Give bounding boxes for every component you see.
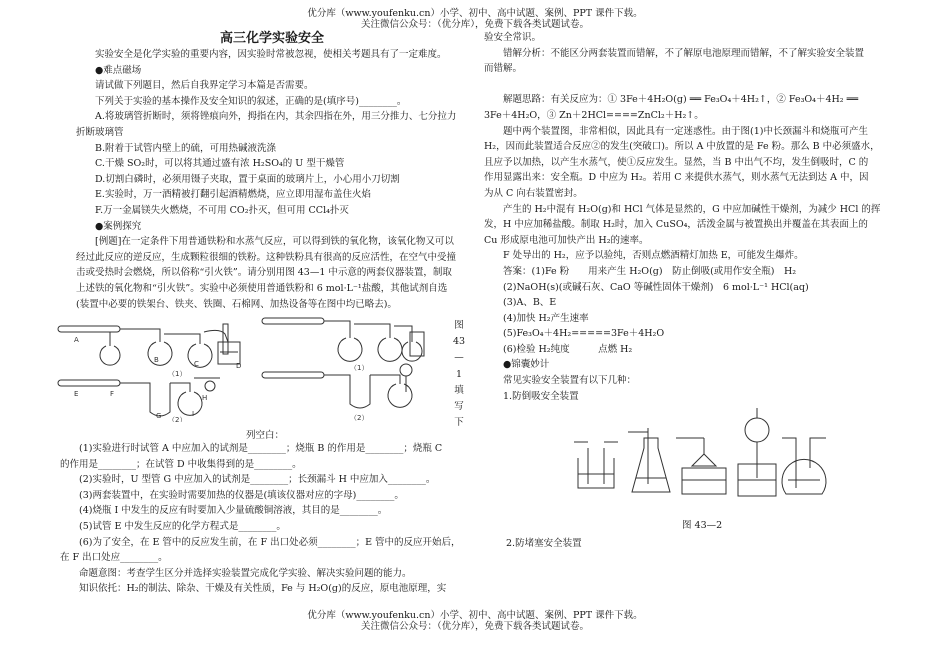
question-1: (1)实验进行时试管 A 中应加入的试剂是________；烧瓶 B 的作用是________；烧瓶 C: [79, 443, 443, 454]
label-h: H: [202, 394, 208, 402]
error-analysis: 错解分析：不能区分两套装置而错解，不了解原电池原理而错解，不了解实验安全装置: [503, 47, 865, 59]
answer-3: (3)A、B、E: [503, 297, 557, 309]
question-4: (4)烧瓶 I 中发生的反应有时要加入少量硫酸铜溶液，其目的是________。: [79, 505, 388, 517]
apparatus-set-2-right: [262, 364, 412, 408]
section-heading-difficulty: ●难点磁场: [95, 64, 142, 76]
question-6: (6)为了安全，在 E 管中的反应发生前，在 F 出口处必须________；E 管中的反应开始后，: [79, 536, 461, 548]
header-line-1: 优分库（www.youfenku.cn）小学、初中、高中试题、案例、PPT 课件下载。: [307, 8, 643, 19]
header-line-2: 关注微信公众号：（优分库），免费下载各类试题试卷。: [360, 19, 589, 30]
label-g: G: [156, 412, 162, 420]
apparatus-set-2-left: [58, 378, 220, 416]
side-char: 填: [454, 384, 464, 396]
question-3: (3)两套装置中，在实验时需要加热的仪器是(填该仪器对应的字母)________。: [79, 489, 404, 501]
section-heading-case: ●案例探究: [95, 220, 142, 232]
question-6-cont: 在 F 出口处应________。: [60, 552, 168, 564]
side-char: 1: [455, 368, 463, 380]
answer-4: (4)加快 H₂产生速率: [503, 312, 589, 324]
text-line: 题中两个装置图，非常相似，因此具有一定迷惑性。由于图(1)中长颈漏斗和烧瓶可产生: [503, 125, 868, 137]
left-column-top: [76, 30, 468, 312]
text-line: 常见实验安全装置有以下几种：: [503, 375, 637, 387]
side-char: —: [454, 352, 464, 364]
example-line: [例题]在一定条件下用普通铁粉和水蒸气反应，可以得到铁的氧化物，该氧化物又可以: [95, 236, 454, 248]
device-wash-bottle: [782, 438, 826, 494]
option-b: B.附着于试管内壁上的硫，可用热碱液洗涤: [95, 142, 277, 154]
question-5: (5)试管 E 中发生反应的化学方程式是________。: [79, 520, 286, 532]
answer-1: 答案：(1)Fe 粉 用来产生 H₂O(g) 防止倒吸(或用作安全瓶) H₂: [503, 265, 797, 277]
label-set-1b: （1）: [350, 364, 369, 372]
text-line: H₂，因而此装置适合反应②的发生(突破口)。所以 A 中放置的是 Fe 粉。那么 B 中必须盛水，: [484, 141, 880, 153]
side-char: 下: [454, 417, 464, 429]
answer-5: (5)Fe₃O₄＋4H₂=====3Fe＋4H₂O: [503, 328, 665, 340]
text-line: 产生的 H₂中混有 H₂O(g)和 HCl 气体是显然的，G 中应加碱性干燥剂，为减少 HCl 的挥: [503, 203, 881, 215]
reaction-line: 3Fe＋4H₂O，③ Zn＋2HCl====ZnCl₂＋H₂↑。: [484, 109, 704, 121]
figure-43-2-caption: 图 43—2: [682, 520, 723, 531]
example-line: 击或受热时会燃烧，所以俗称“引火铁”。请分别用图 43—1 中示意的两套仪器装置，制取: [76, 267, 452, 279]
option-a: A.将玻璃管折断时，须将锉痕向外，拇指在内，其余四指在外，用三分推力、七分拉力: [95, 111, 457, 123]
text-line: F 处导出的 H₂，应予以验纯，否则点燃酒精灯加热 E，可能发生爆炸。: [503, 250, 804, 262]
option-c: C.干燥 SO₂时，可以将其通过盛有浓 H₂SO₄的 U 型干燥管: [95, 158, 345, 170]
page-footer: [0, 610, 950, 632]
label-set-1: （1）: [168, 370, 187, 378]
label-e: E: [74, 390, 79, 398]
question-1-cont: 的作用是________；在试管 D 中收集得到的是________。: [60, 458, 302, 470]
apparatus-set-1-left: [58, 324, 240, 367]
text-line: 发，H 中应加稀盐酸。制取 H₂时，加入 CuSO₄，活泼金属与被置换出并覆盖在其表面上的: [484, 219, 868, 231]
label-f: F: [110, 390, 115, 398]
footer-line-1: 优分库（www.youfenku.cn）小学、初中、高中试题、案例、PPT 课件下载。: [307, 610, 643, 621]
subheading-anti-clog: 2.防堵塞安全装置: [506, 538, 582, 549]
side-char: 43: [452, 336, 466, 348]
footer-line-2: 关注微信公众号：（优分库），免费下载各类试题试卷。: [360, 621, 589, 632]
knowledge-line: 知识依托：H₂的制法、除杂、干燥及有关性质，Fe 与 H₂O(g)的反应，原电池原理，实: [79, 583, 447, 595]
device-bulb-tube: [738, 408, 776, 496]
subheading-anti-suckback: 1.防倒吸安全装置: [503, 390, 579, 402]
text-line: Cu 形成原电池可加快产出 H₂的速率。: [484, 234, 649, 246]
side-char: 图: [454, 320, 464, 331]
text-line: 且应予以加热，以产生水蒸气，使①反应发生。显然，当 B 中出气不均，发生倒吸时，C 的: [484, 156, 869, 168]
label-set-2: （2）: [168, 416, 187, 422]
spacer-line: [484, 77, 896, 93]
figure-tail-text: 列空白：: [246, 430, 285, 441]
device-inverted-funnel-flask: [574, 442, 618, 488]
apparatus-set-1-right: [262, 318, 424, 361]
label-d: D: [236, 362, 242, 370]
question-2: (2)实验时，U 型管 G 中应加入的试剂是________；长颈漏斗 H 中应加入________。: [79, 474, 436, 486]
text-line: 而错解。: [484, 63, 523, 75]
example-line: 经过此反应的逆反应，生成颗粒很细的铁粉。这种铁粉具有很高的反应活性，在空气中受撞: [76, 251, 457, 263]
left-column-questions: [60, 441, 470, 597]
text-line: 作用显露出来：安全瓶。D 中应为 H₂。若用 C 来提供水蒸气，则水蒸气无法到达 A 中，因: [484, 172, 869, 184]
page-title: 高三化学实验安全: [219, 31, 324, 46]
question-stem: 下列关于实验的基本操作及安全知识的叙述，正确的是(填序号)________。: [95, 95, 407, 107]
right-column: [484, 30, 896, 404]
text-line: 验安全常识。: [484, 32, 542, 43]
device-conical-flask: [628, 428, 670, 492]
solution-approach: 解题思路：有关反应为：① 3Fe＋4H₂O(g) ══ Fe₃O₄＋4H₂↑，② Fe₃O₄＋4H₂ ══: [503, 94, 859, 106]
answer-6: (6)检验 H₂纯度 点燃 H₂: [503, 343, 633, 355]
example-line: 上述铁的氧化物和“引火铁”。实验中必须使用普通铁粉和 6 mol·L⁻¹盐酸，其他试剂自选: [76, 282, 448, 294]
figure-side-label: [452, 318, 466, 431]
label-a: A: [74, 336, 79, 344]
answer-2: (2)NaOH(s)(或碱石灰、CaO 等碱性固体干燥剂) 6 mol·L⁻¹ HCl(aq): [503, 281, 809, 293]
figure-43-2-safety-devices: [570, 408, 830, 502]
option-e: E.实验时，万一酒精被打翻引起酒精燃烧，应立即用湿布盖住火焰: [95, 189, 371, 201]
label-b: B: [154, 356, 159, 364]
device-funnel-beaker: [676, 438, 726, 494]
intro-line: 实验安全是化学实验的重要内容，因实验时常被忽视，使相关考题具有了一定难度。: [95, 49, 447, 60]
option-d: D.切割白磷时，必须用镊子夹取，置于桌面的玻璃片上，小心用小刀切割: [95, 173, 400, 185]
intent-line: 命题意图：考查学生区分并选择实验装置完成化学实验、解决实验问题的能力。: [79, 567, 412, 579]
label-set-2b: （2）: [350, 414, 369, 422]
page-header: [0, 8, 950, 30]
text-line: 请试做下列题目，然后自我界定学习本篇是否需要。: [95, 80, 314, 92]
example-line: (装置中必要的铁架台、铁夹、铁圈、石棉网、加热设备等在图中均已略去)。: [76, 298, 397, 310]
label-c: C: [194, 360, 199, 368]
figure-43-1-apparatus: [50, 312, 450, 422]
option-a-cont: 折断玻璃管: [76, 126, 124, 138]
side-char: 写: [454, 401, 464, 413]
section-heading-tips: ●锦囊妙计: [503, 359, 550, 371]
option-f: F.万一金属镁失火燃烧，不可用 CO₂扑灭，但可用 CCl₄扑灭: [95, 204, 349, 216]
text-line: 为从 C 向右装置密封。: [484, 187, 583, 199]
label-i: I: [192, 410, 195, 418]
